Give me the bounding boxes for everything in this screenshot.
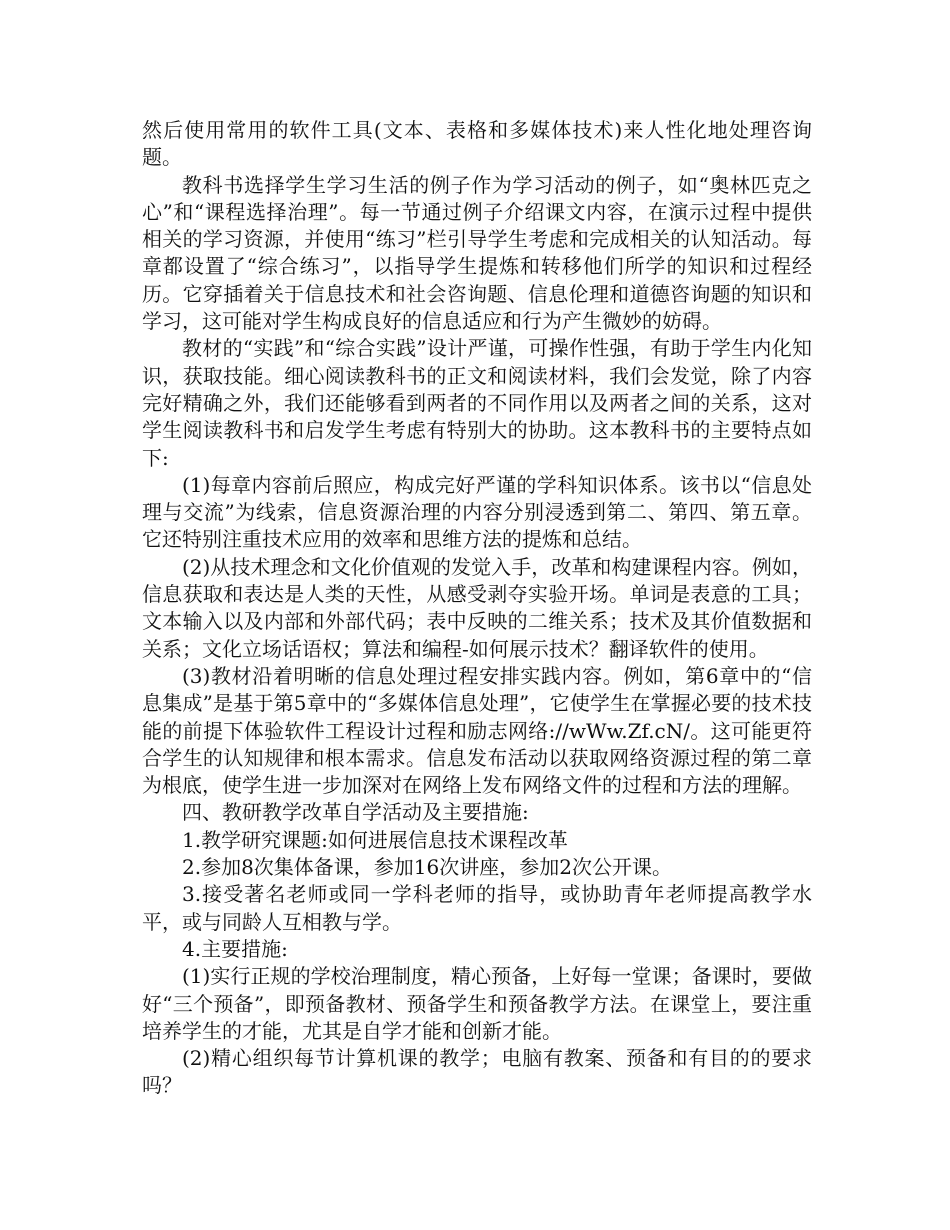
section-heading-four: 四、教研教学改革自学活动及主要措施: bbox=[182, 800, 529, 825]
paragraph-feature-2: (2)从技术理念和文化价值观的发觉入手，改革和构建课程内容。例如，信息获取和表达是人类的天性，从感受剥夺实验开场。单词是表意的工具；文本输入以及内部和外部代码；表中反映的二维关系；技术及其价值数据和关系；文化立场话语权；算法和编程-如何展示技术？翻译软件的使用。 bbox=[142, 554, 812, 661]
list-item-2: 2.参加8次集体备课，参加16次讲座，参加2次公开课。 bbox=[182, 855, 672, 880]
document-body bbox=[142, 117, 812, 1100]
list-item-1: 1.教学研究课题:如何进展信息技术课程改革 bbox=[182, 827, 568, 852]
list-item-3: 3.接受著名老师或同一学科老师的指导，或协助青年老师提高教学水平，或与同龄人互相教与学。 bbox=[142, 882, 812, 934]
paragraph-continuation: 然后使用常用的软件工具(文本、表格和多媒体技术)来人性化地处理咨询题。 bbox=[142, 118, 812, 170]
paragraph-textbook-examples: 教科书选择学生学习生活的例子作为学习活动的例子，如“奥林匹克之心”和“课程选择治理”。每一节通过例子介绍课文内容，在演示过程中提供相关的学习资源，并使用“练习”栏引导学生考虑和完成相关的认知活动。每章都设置了“综合练习”，以指导学生提炼和转移他们所学的知识和过程经历。它穿插着关于信息技术和社会咨询题、信息伦理和道德咨询题的知识和学习，这可能对学生构成良好的信息适应和行为产生微妙的妨碍。 bbox=[142, 172, 812, 334]
list-item-4: 4.主要措施: bbox=[182, 936, 288, 961]
measure-1: (1)实行正规的学校治理制度，精心预备，上好每一堂课；备课时，要做好“三个预备”，即预备教材、预备学生和预备教学方法。在课堂上，要注重培养学生的才能，尤其是自学才能和创新才能。 bbox=[142, 964, 812, 1043]
measure-2: (2)精心组织每节计算机课的教学；电脑有教案、预备和有目的的要求吗？ bbox=[142, 1046, 812, 1098]
paragraph-feature-3: (3)教材沿着明晰的信息处理过程安排实践内容。例如，第6章中的“信息集成”是基于第5章中的“多媒体信息处理”，它使学生在掌握必要的技术技能的前提下体验软件工程设计过程和励志网络://wWw.Zf.cN/。这可能更符合学生的认知规律和根本需求。信息发布活动以获取网络资源过程的第二章为根底，使学生进一步加深对在网络上发布网络文件的过程和方法的理解。 bbox=[142, 663, 812, 798]
paragraph-feature-1: (1)每章内容前后照应，构成完好严谨的学科知识体系。该书以“信息处理与交流”为线索，信息资源治理的内容分别浸透到第二、第四、第五章。它还特别注重技术应用的效率和思维方法的提炼和总结。 bbox=[142, 472, 812, 552]
paragraph-practice-design: 教材的“实践”和“综合实践”设计严谨，可操作性强，有助于学生内化知识，获取技能。细心阅读教科书的正文和阅读材料，我们会发觉，除了内容完好精确之外，我们还能够看到两者的不同作用以及两者之间的关系，这对学生阅读教科书和启发学生考虑有特别大的协助。这本教科书的主要特点如下: bbox=[142, 336, 812, 470]
